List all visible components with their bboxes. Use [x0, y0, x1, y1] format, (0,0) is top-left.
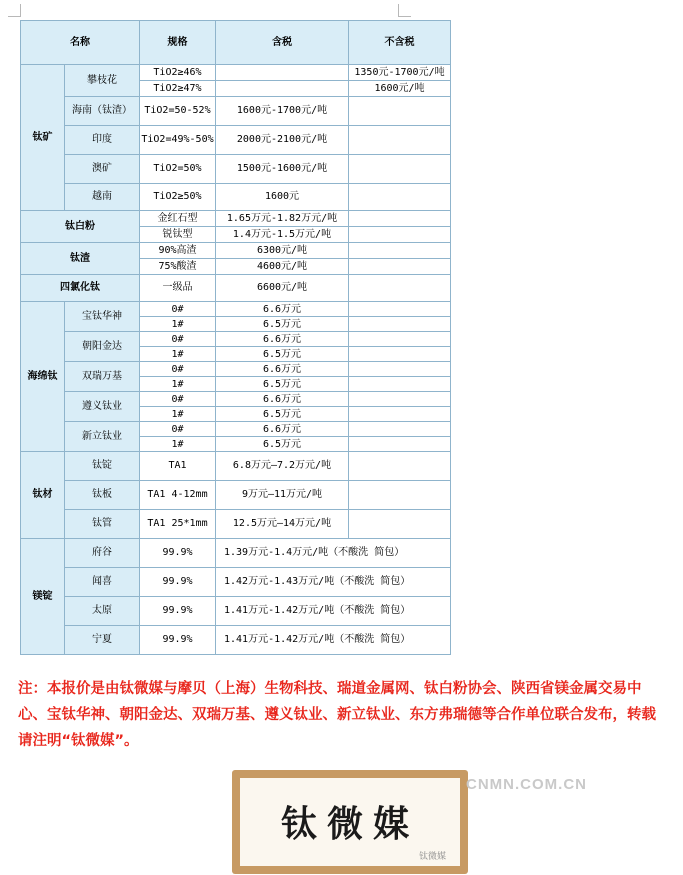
category-white: 钛白粉	[21, 211, 140, 243]
sponge-maker: 新立钛业	[65, 422, 140, 452]
tax-cell: 1.65万元-1.82万元/吨	[216, 211, 349, 227]
tax-cell: 6.5万元	[216, 437, 349, 452]
category-slag: 钛渣	[21, 243, 140, 275]
sub-ingot: 钛锭	[65, 452, 140, 481]
sub-india: 印度	[65, 126, 140, 155]
category-material: 钛材	[21, 452, 65, 539]
notax-cell	[349, 317, 451, 332]
notax-cell: 1350元-1700元/吨	[349, 65, 451, 81]
tax-cell: 6.8万元—7.2万元/吨	[216, 452, 349, 481]
sub-tube: 钛管	[65, 510, 140, 539]
notax-cell	[349, 211, 451, 227]
notax-cell	[349, 392, 451, 407]
notax-cell	[349, 155, 451, 184]
sub-vietnam: 越南	[65, 184, 140, 211]
sub-plate: 钛板	[65, 481, 140, 510]
notax-cell	[349, 437, 451, 452]
tax-cell: 6.6万元	[216, 392, 349, 407]
mg-place: 太原	[65, 597, 140, 626]
tax-cell: 6.6万元	[216, 422, 349, 437]
grade-cell: 0#	[140, 362, 216, 377]
table-row	[21, 65, 451, 81]
spec-cell: 99.9%	[140, 568, 216, 597]
price-table	[20, 20, 451, 655]
notax-cell	[349, 407, 451, 422]
tax-cell: 6.5万元	[216, 377, 349, 392]
crop-mark-right	[398, 4, 411, 17]
table-row	[21, 452, 451, 481]
spec-cell: 锐钛型	[140, 227, 216, 243]
table-row	[21, 626, 451, 655]
table-row	[21, 422, 451, 437]
table-row	[21, 597, 451, 626]
notax-cell	[349, 259, 451, 275]
disclaimer-note: 注：本报价是由钛微媒与摩贝（上海）生物科技、瑞道金属网、钛白粉协会、陕西省镁金属交易中心、宝钛华神、朝阳金达、双瑞万基、遵义钛业、新立钛业、东方弗瑞德等合作单位联合发布，转载请注明“钛微媒”。	[18, 681, 656, 749]
tax-cell: 1.39万元-1.4万元/吨（不酸洗 简包）	[216, 539, 451, 568]
category-sponge: 海绵钛	[21, 302, 65, 452]
tax-cell: 6.5万元	[216, 317, 349, 332]
table-row	[21, 392, 451, 407]
table-row	[21, 362, 451, 377]
grade-cell: 1#	[140, 377, 216, 392]
site-watermark: CNMN.COM.CN	[466, 776, 587, 793]
header-name: 名称	[21, 21, 140, 65]
notax-cell	[349, 362, 451, 377]
category-ore: 钛矿	[21, 65, 65, 211]
grade-cell: 1#	[140, 347, 216, 362]
grade-cell: 1#	[140, 437, 216, 452]
spec-cell: TiO2=50-52%	[140, 97, 216, 126]
notax-cell	[349, 347, 451, 362]
spec-cell: TiO2=49%-50%	[140, 126, 216, 155]
spec-cell: TA1	[140, 452, 216, 481]
spec-cell: 99.9%	[140, 539, 216, 568]
sponge-maker: 双瑞万基	[65, 362, 140, 392]
spec-cell: TiO2≥46%	[140, 65, 216, 81]
sub-hainan: 海南（钛渣）	[65, 97, 140, 126]
spec-cell: 99.9%	[140, 597, 216, 626]
table-row	[21, 539, 451, 568]
tax-cell: 6.6万元	[216, 332, 349, 347]
sponge-maker: 宝钛华神	[65, 302, 140, 332]
sub-aus: 澳矿	[65, 155, 140, 184]
spec-cell: 一级品	[140, 275, 216, 302]
logo-panel	[240, 778, 460, 866]
tax-cell: 12.5万元—14万元/吨	[216, 510, 349, 539]
grade-cell: 0#	[140, 332, 216, 347]
tax-cell	[216, 81, 349, 97]
grade-cell: 1#	[140, 317, 216, 332]
grade-cell: 1#	[140, 407, 216, 422]
tax-cell: 1500元-1600元/吨	[216, 155, 349, 184]
table-row	[21, 302, 451, 317]
table-row	[21, 126, 451, 155]
grade-cell: 0#	[140, 422, 216, 437]
mg-place: 府谷	[65, 539, 140, 568]
logo-text: 钛微媒	[280, 803, 419, 845]
spec-cell: 99.9%	[140, 626, 216, 655]
notax-cell	[349, 275, 451, 302]
notax-cell	[349, 227, 451, 243]
tax-cell: 1600元-1700元/吨	[216, 97, 349, 126]
tax-cell	[216, 65, 349, 81]
tax-cell: 6.6万元	[216, 362, 349, 377]
logo-caption: 钛微媒	[418, 852, 446, 862]
tax-cell: 1.41万元-1.42万元/吨（不酸洗 简包）	[216, 626, 451, 655]
table-row	[21, 243, 451, 259]
notax-cell	[349, 97, 451, 126]
notax-cell	[349, 332, 451, 347]
grade-cell: 0#	[140, 392, 216, 407]
tax-cell: 2000元-2100元/吨	[216, 126, 349, 155]
notax-cell	[349, 243, 451, 259]
tax-cell: 1600元	[216, 184, 349, 211]
tax-cell: 4600元/吨	[216, 259, 349, 275]
tax-cell: 9万元—11万元/吨	[216, 481, 349, 510]
sponge-maker: 遵义钛业	[65, 392, 140, 422]
spec-cell: 90%高渣	[140, 243, 216, 259]
brand-logo	[232, 770, 468, 874]
tax-cell: 6.6万元	[216, 302, 349, 317]
grade-cell: 0#	[140, 302, 216, 317]
table-row	[21, 332, 451, 347]
table-row	[21, 510, 451, 539]
header-tax: 含税	[216, 21, 349, 65]
tax-cell: 6600元/吨	[216, 275, 349, 302]
price-sheet	[20, 20, 450, 664]
category-ticl4: 四氯化钛	[21, 275, 140, 302]
tax-cell: 6.5万元	[216, 347, 349, 362]
tax-cell: 1.41万元-1.42万元/吨（不酸洗 简包）	[216, 597, 451, 626]
notax-cell	[349, 510, 451, 539]
notax-cell	[349, 377, 451, 392]
table-row	[21, 275, 451, 302]
spec-cell: TiO2≥50%	[140, 184, 216, 211]
notax-cell	[349, 481, 451, 510]
tax-cell: 6300元/吨	[216, 243, 349, 259]
table-row	[21, 155, 451, 184]
spec-cell: 金红石型	[140, 211, 216, 227]
tax-cell: 1.4万元-1.5万元/吨	[216, 227, 349, 243]
notax-cell: 1600元/吨	[349, 81, 451, 97]
spec-cell: TiO2=50%	[140, 155, 216, 184]
notax-cell	[349, 302, 451, 317]
spec-cell: TA1 25*1mm	[140, 510, 216, 539]
notax-cell	[349, 126, 451, 155]
sub-panzhihua: 攀枝花	[65, 65, 140, 97]
header-row	[21, 21, 451, 65]
spec-cell: TiO2≥47%	[140, 81, 216, 97]
tax-cell: 6.5万元	[216, 407, 349, 422]
notax-cell	[349, 452, 451, 481]
header-spec: 规格	[140, 21, 216, 65]
sponge-maker: 朝阳金达	[65, 332, 140, 362]
table-row	[21, 97, 451, 126]
notax-cell	[349, 422, 451, 437]
spec-cell: 75%酸渣	[140, 259, 216, 275]
mg-place: 宁夏	[65, 626, 140, 655]
crop-mark-left	[8, 4, 21, 17]
table-row	[21, 481, 451, 510]
header-notax: 不含税	[349, 21, 451, 65]
table-row	[21, 211, 451, 227]
mg-place: 闻喜	[65, 568, 140, 597]
tax-cell: 1.42万元-1.43万元/吨（不酸洗 简包）	[216, 568, 451, 597]
spec-cell: TA1 4-12mm	[140, 481, 216, 510]
table-row	[21, 568, 451, 597]
category-mg: 镁锭	[21, 539, 65, 655]
notax-cell	[349, 184, 451, 211]
